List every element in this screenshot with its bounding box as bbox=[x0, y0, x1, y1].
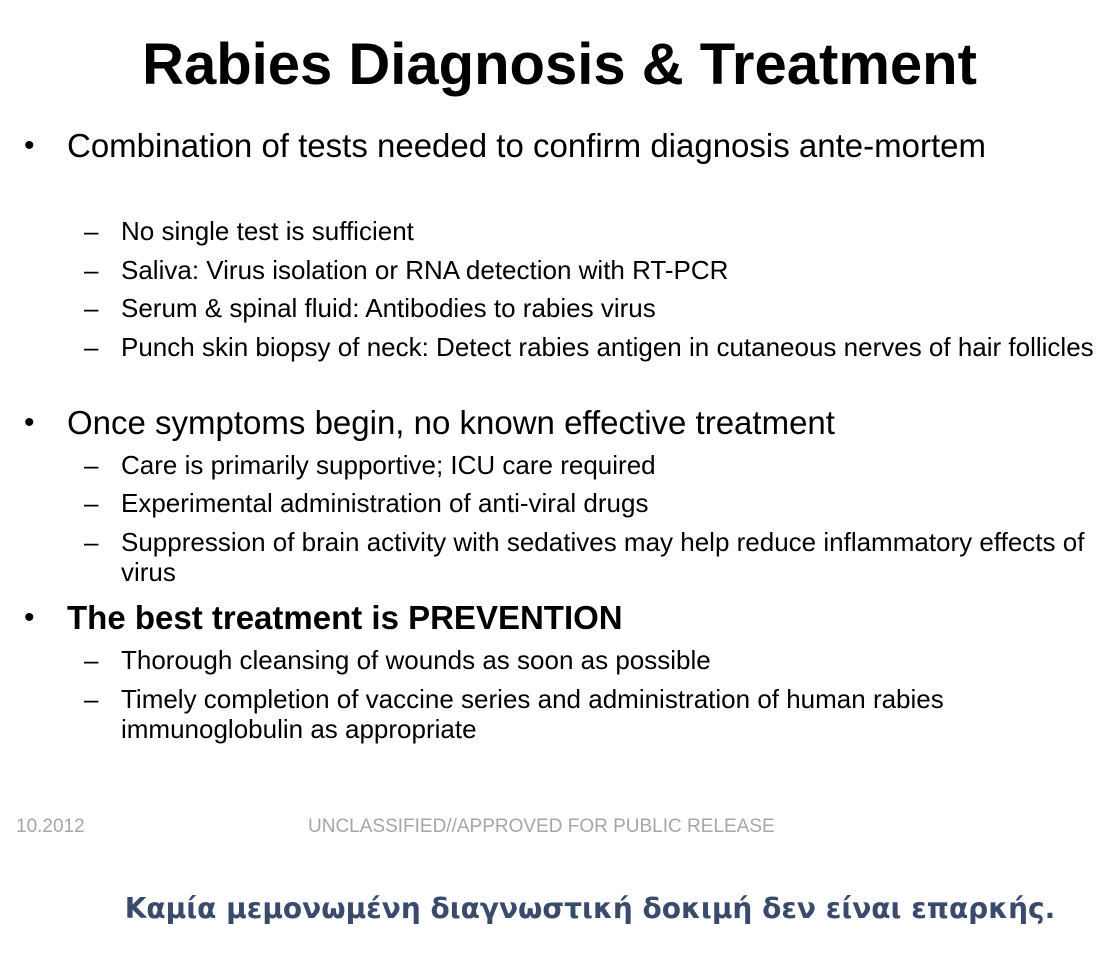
footer-classification: UNCLASSIFIED//APPROVED FOR PUBLIC RELEASE bbox=[308, 816, 775, 837]
dash-marker: – bbox=[84, 527, 99, 557]
sub-bullet-text: Punch skin biopsy of neck: Detect rabies antigen in cutaneous nerves of hair follicles bbox=[121, 332, 1094, 362]
sub-bullet-text: No single test is sufficient bbox=[121, 216, 414, 246]
dash-marker: – bbox=[84, 255, 99, 285]
sub-bullet-text: Suppression of brain activity with sedatives may help reduce inflammatory effects of virus bbox=[121, 527, 1085, 587]
dash-marker: – bbox=[84, 216, 99, 246]
sub-bullet-text: Thorough cleansing of wounds as soon as possible bbox=[121, 645, 711, 675]
bullet-text: Combination of tests needed to confirm diagnosis ante-mortem bbox=[67, 127, 986, 164]
sub-bullet-text: Saliva: Virus isolation or RNA detection with RT-PCR bbox=[121, 255, 729, 285]
footer-date: 10.2012 bbox=[16, 816, 85, 837]
dash-marker: – bbox=[84, 450, 99, 480]
dash-marker: – bbox=[84, 645, 99, 675]
sub-bullet-text: Care is primarily supportive; ICU care required bbox=[121, 450, 656, 480]
bullet-marker: • bbox=[24, 129, 35, 162]
sub-bullet-text: Serum & spinal fluid: Antibodies to rabies virus bbox=[121, 293, 656, 323]
bullet-marker: • bbox=[24, 406, 35, 439]
bullet-text: Once symptoms begin, no known effective treatment bbox=[67, 404, 835, 441]
caption: Καμία μεμονωμένη διαγνωστική δοκιμή δεν είναι επαρκής. bbox=[124, 892, 1056, 925]
dash-marker: – bbox=[84, 332, 99, 362]
bullet-marker: • bbox=[24, 601, 35, 634]
sub-bullet-text: Timely completion of vaccine series and administration of human rabies immunoglobulin as appropriate bbox=[121, 684, 944, 744]
bullet-text: The best treatment is PREVENTION bbox=[67, 599, 623, 636]
dash-marker: – bbox=[84, 684, 99, 714]
dash-marker: – bbox=[84, 488, 99, 518]
sub-bullet-text: Experimental administration of anti-viral drugs bbox=[121, 488, 649, 518]
slide-title: Rabies Diagnosis & Treatment bbox=[142, 32, 977, 97]
dash-marker: – bbox=[84, 293, 99, 323]
